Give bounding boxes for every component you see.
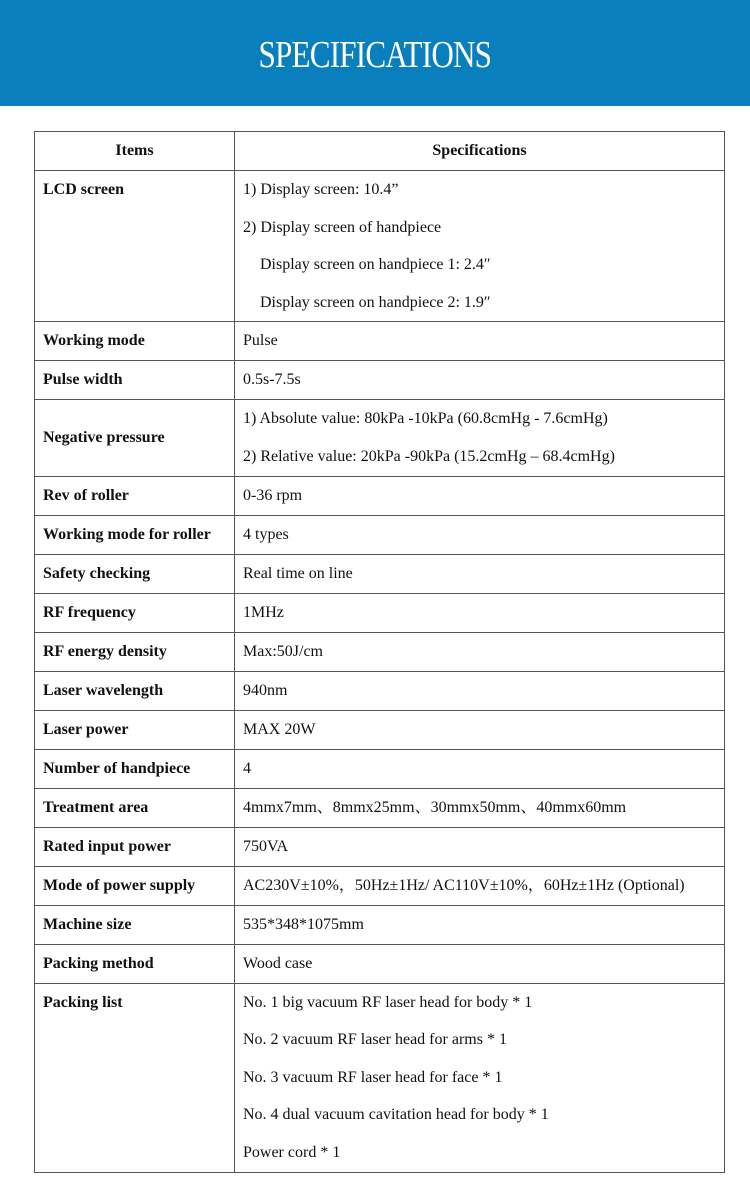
table-row [35, 171, 725, 322]
spec-line: No. 1 big vacuum RF laser head for body * 1 [243, 993, 533, 1011]
spec-line: No. 2 vacuum RF laser head for arms * 1 [243, 1031, 507, 1049]
row-value: 0.5s-7.5s [235, 361, 725, 400]
row-label: Packing method [35, 944, 235, 983]
row-value: 4mmx7mm、8mmx25mm、30mmx50mm、40mmx60mm [235, 788, 725, 827]
table-row [35, 710, 725, 749]
table-row [35, 905, 725, 944]
row-label: RF energy density [35, 632, 235, 671]
row-label: Packing list [35, 983, 235, 1172]
row-value: AC230V±10%，50Hz±1Hz/ AC110V±10%，60Hz±1Hz (Optional) [235, 866, 725, 905]
spec-line: Power cord * 1 [243, 1143, 341, 1161]
row-value [235, 983, 725, 1172]
spec-line: No. 4 dual vacuum cavitation head for body * 1 [243, 1106, 549, 1124]
row-value: 535*348*1075mm [235, 905, 725, 944]
row-value: Max:50J/cm [235, 632, 725, 671]
row-label: Rated input power [35, 827, 235, 866]
table-row [35, 322, 725, 361]
spec-line: 1) Display screen: 10.4” [243, 181, 399, 198]
row-label: RF frequency [35, 593, 235, 632]
row-label: Mode of power supply [35, 866, 235, 905]
header-specifications: Specifications [235, 132, 725, 171]
row-label: Working mode [35, 322, 235, 361]
row-value: 4 types [235, 515, 725, 554]
header-items: Items [35, 132, 235, 171]
table-row [35, 515, 725, 554]
row-value: 940nm [235, 671, 725, 710]
table-row [35, 866, 725, 905]
spec-line: Display screen on handpiece 1: 2.4″ [260, 256, 491, 274]
table-row [35, 671, 725, 710]
spec-line: 1) Absolute value: 80kPa -10kPa (60.8cmHg - 7.6cmHg) [243, 410, 608, 428]
row-value: Real time on line [235, 554, 725, 593]
row-label: Pulse width [35, 361, 235, 400]
row-label: Machine size [35, 905, 235, 944]
table-row [35, 476, 725, 515]
row-value: MAX 20W [235, 710, 725, 749]
spec-line: Display screen on handpiece 2: 1.9″ [260, 293, 491, 311]
specifications-table [34, 131, 725, 1173]
specifications-banner [0, 0, 750, 106]
row-label: Number of handpiece [35, 749, 235, 788]
row-value: Pulse [235, 322, 725, 361]
table-row [35, 554, 725, 593]
table-row [35, 632, 725, 671]
row-label: Laser power [35, 710, 235, 749]
row-value: 4 [235, 749, 725, 788]
row-label: Working mode for roller [35, 515, 235, 554]
spec-line: No. 3 vacuum RF laser head for face * 1 [243, 1068, 503, 1086]
row-label: Laser wavelength [35, 671, 235, 710]
row-value: 750VA [235, 827, 725, 866]
table-row [35, 944, 725, 983]
table-row [35, 361, 725, 400]
row-value [235, 400, 725, 476]
banner-title: SPECIFICATIONS [258, 34, 492, 76]
row-value: 0-36 rpm [235, 476, 725, 515]
table-header-row [35, 132, 725, 171]
table-row [35, 827, 725, 866]
table-row [35, 788, 725, 827]
row-value: Wood case [235, 944, 725, 983]
row-label: LCD screen [35, 171, 235, 322]
table-row [35, 593, 725, 632]
row-label: Rev of roller [35, 476, 235, 515]
spec-line: 2) Display screen of handpiece [243, 218, 442, 236]
spec-line: 2) Relative value: 20kPa -90kPa (15.2cmHg – 68.4cmHg) [243, 447, 615, 465]
row-label: Safety checking [35, 554, 235, 593]
row-label: Negative pressure [35, 400, 235, 476]
row-label: Treatment area [35, 788, 235, 827]
row-value: 1MHz [235, 593, 725, 632]
table-row [35, 983, 725, 1172]
table-row [35, 400, 725, 476]
row-value [235, 171, 725, 322]
table-row [35, 749, 725, 788]
